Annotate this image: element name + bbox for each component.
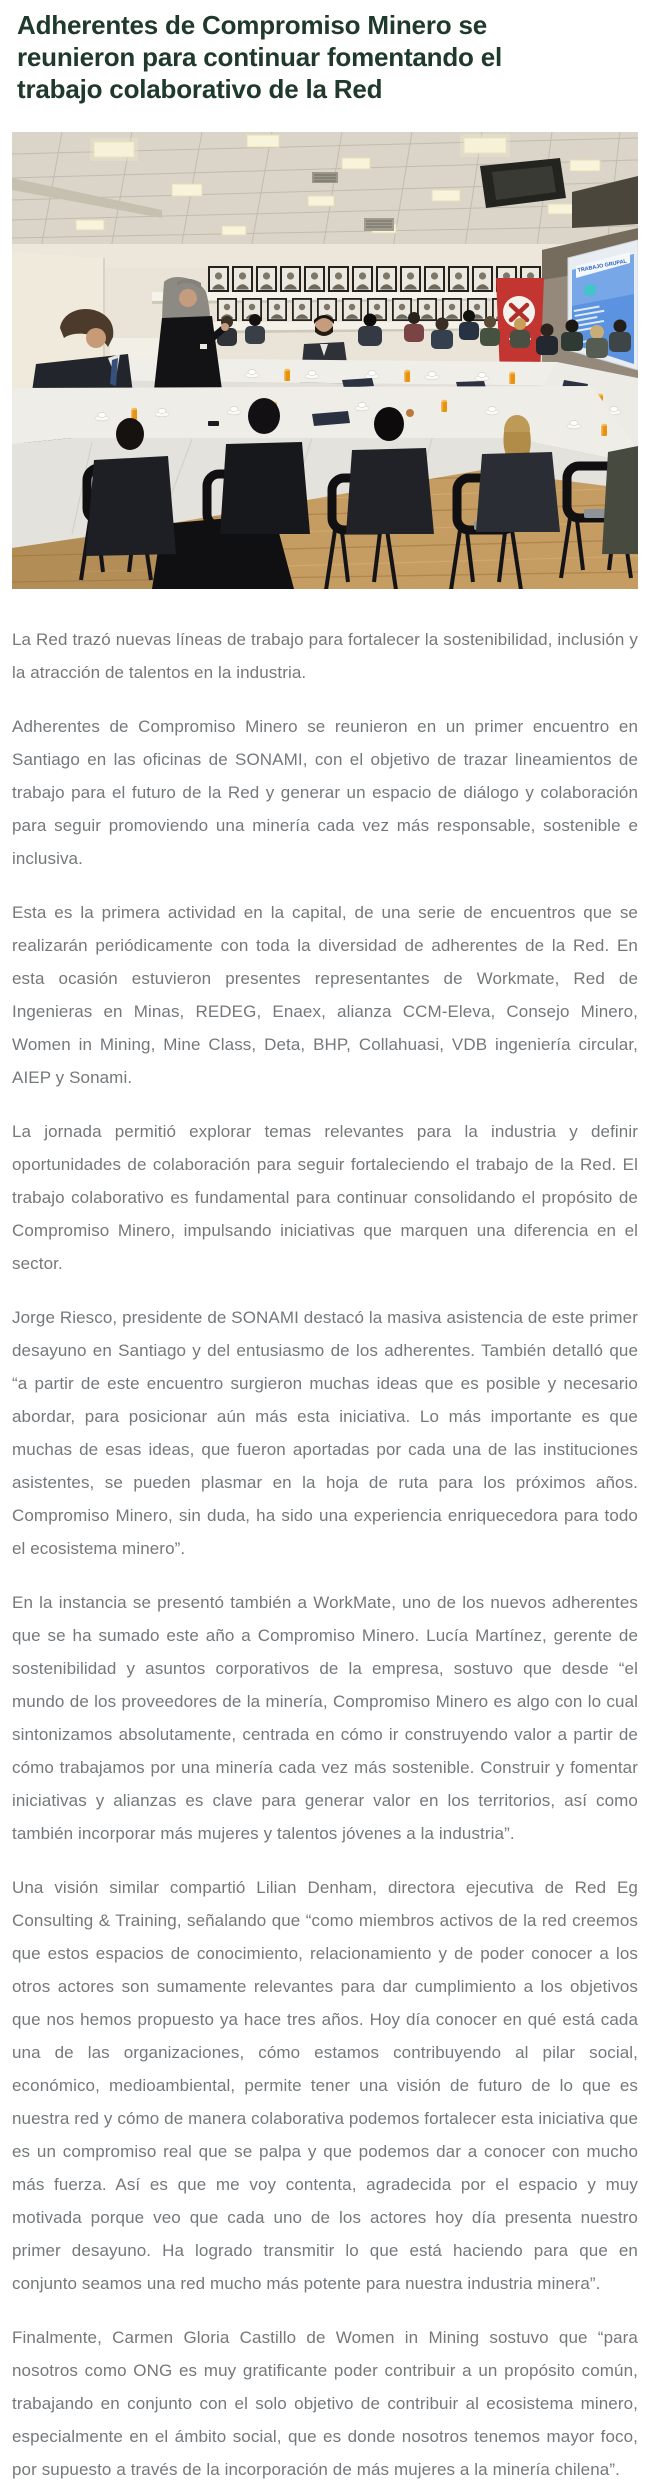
article-paragraph: Finalmente, Carmen Gloria Castillo de Women in Mining sostuvo que “para nosotros como ONG es muy gratificante poder contribuir a un propósito común, trabajando en conjunto con el solo objetivo de contribuir al ecosistema minero, especialmente en el ámbito social, que es donde nosotros tenemos mayor foco, por supuesto a través de la incorporación de más mujeres a la minería chilena”.: [12, 2327, 638, 2479]
article-lede: La Red trazó nuevas líneas de trabajo para fortalecer la sostenibilidad, inclusión y la atracción de talentos en la industria.: [12, 629, 638, 682]
article-paragraph: Jorge Riesco, presidente de SONAMI destacó la masiva asistencia de este primer desayuno en Santiago y del entusiasmo de los adherentes. También detalló que “a partir de este encuentro surgieron muchas ideas que es posible y necesario abordar, para posicionar aún más esta iniciativa. Lo más importante es que muchas de esas ideas, que fueron aportadas por cada una de las instituciones asistentes, se pueden plasmar en la hoja de ruta para los próximos años. Compromiso Minero, sin duda, ha sido una experiencia enriquecedora para todo el ecosistema minero”.: [12, 1307, 638, 1558]
article-body: [12, 589, 638, 2486]
article-paragraph: Adherentes de Compromiso Minero se reunieron en un primer encuentro en Santiago en las oficinas de SONAMI, con el objetivo de trazar lineamientos de trabajo para el futuro de la Red y generar un espacio de diálogo y colaboración para seguir promoviendo una minería cada vez más responsable, sostenible e inclusiva.: [12, 716, 638, 868]
article-paragraph: Una visión similar compartió Lilian Denham, directora ejecutiva de Red Eg Consulting & Training, señalando que “como miembros activos de la red creemos que estos espacios de conocimiento, relacionamiento y de poder conocer a los otros actores son sumamente relevantes para dar cumplimiento a los objetivos que nos hemos propuesto ya hace tres años. Hoy día conocer en qué está cada una de las organizaciones, cómo estamos contribuyendo al pilar social, económico, medioambiental, permite tener una visión de futuro de lo que es nuestra red y cómo de manera colaborativa podemos fortalecer esta iniciativa que es un compromiso real que se palpa y que podemos dar a conocer con mucho más fuerza. Así es que me voy contenta, agradecida por el espacio y muy motivada porque veo que cada uno de los actores hoy día presenta nuestro primer desayuno. Ha logrado transmitir lo que está haciendo para que en conjunto seamos una red mucho más potente para nuestra industria minera”.: [12, 1877, 639, 2293]
article-paragraph: En la instancia se presentó también a WorkMate, uno de los nuevos adherentes que se ha sumado este año a Compromiso Minero. Lucía Martínez, gerente de sostenibilidad y asuntos corporativos de la empresa, sostuvo que desde “el mundo de los proveedores de la minería, Compromiso Minero es algo con lo cual sintonizamos absolutamente, centrada en cómo ir construyendo valor a partir de cómo trabajamos por una minería cada vez más sostenible. Construir y fomentar iniciativas y alianzas es clave para generar valor en los territorios, así como también incorporar más mujeres y talentos jóvenes a la industria”.: [12, 1592, 638, 1843]
article-paragraph: Esta es la primera actividad en la capital, de una serie de encuentros que se realizarán periódicamente con toda la diversidad de adherentes de la Red. En esta ocasión estuvieron presentes representantes de Workmate, Red de Ingenieras en Minas, REDEG, Enaex, alianza CCM-Eleva, Consejo Minero, Women in Mining, Mine Class, Deta, BHP, Collahuasi, VDB ingeniería circular, AIEP y Sonami.: [12, 902, 638, 1087]
page-title: Adherentes de Compromiso Minero se reunieron para continuar fomentando el trabajo colaborativo de la Red: [17, 10, 503, 104]
meeting-photo-illustration: [12, 132, 638, 589]
article-paragraph: La jornada permitió explorar temas relevantes para la industria y definir oportunidades de colaboración para seguir fortaleciendo el trabajo de la Red. El trabajo colaborativo es fundamental para continuar consolidando el propósito de Compromiso Minero, impulsando iniciativas que marquen una diferencia en el sector.: [12, 1121, 638, 1273]
article-photo: [12, 132, 638, 589]
ceiling: [12, 132, 638, 254]
screen-bullet-icon: [584, 284, 596, 296]
screen-label: TRABAJO GRUPAL: [577, 258, 628, 274]
